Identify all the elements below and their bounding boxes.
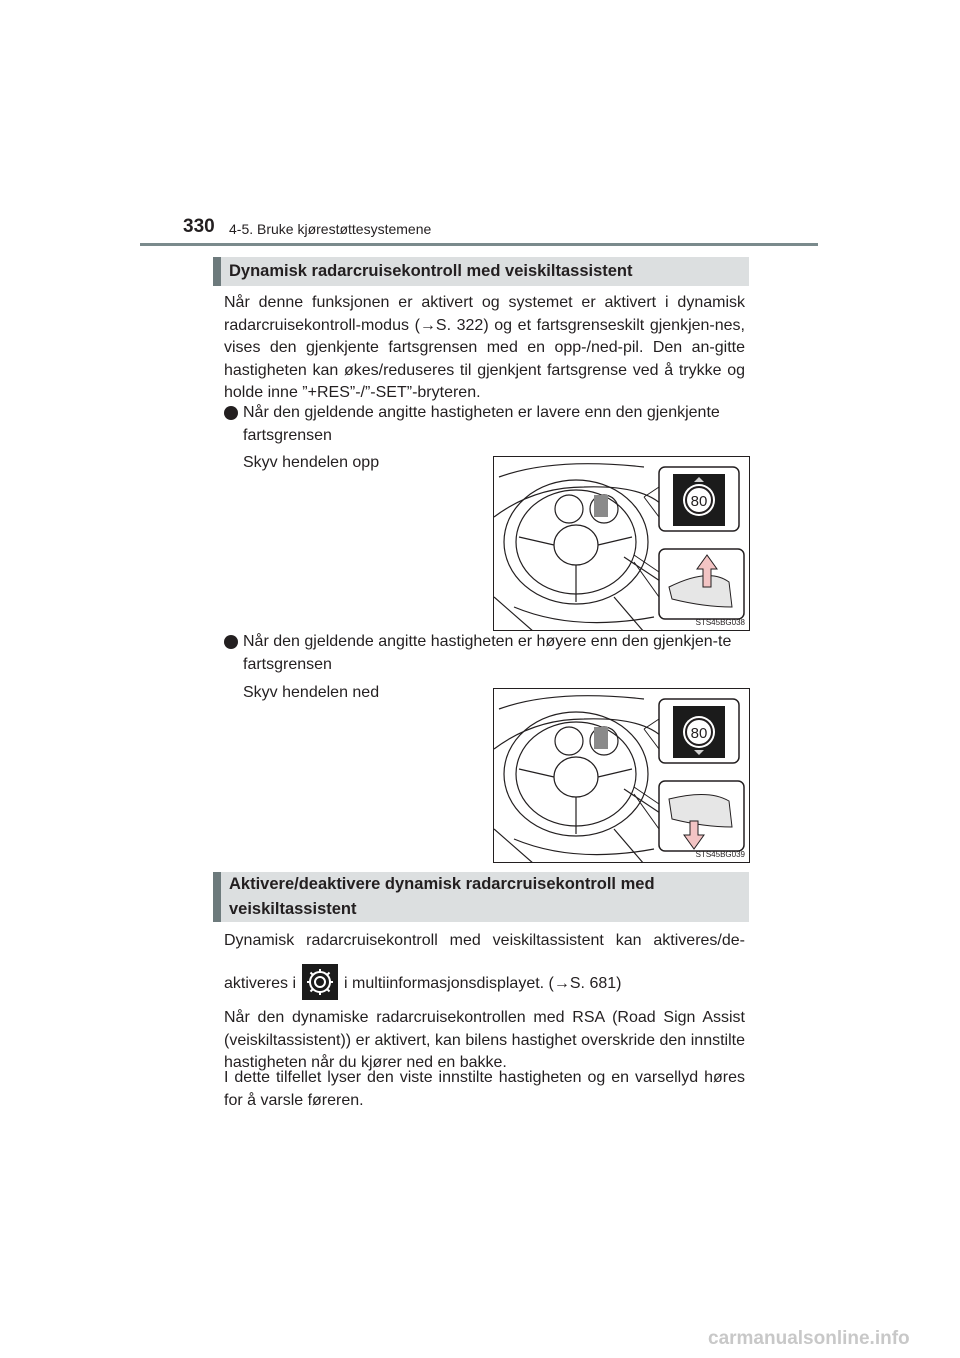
intro-paragraph: Når denne funksjonen er aktivert og systemet er aktivert i dynamisk radarcruisekontroll-modus (→S. 322) og et fartsgrenseskilt gjenkjen-nes, vises den gjenkjente fartsgrensen med en opp-/ned-pil. Den an-gitte hastigheten kan økes/reduseres til gjenkjent fartsgrense ved å trykke og holde inne ”+RES”-/”-SET”-bryteren. (224, 294, 745, 401)
activate-paragraph-line2 (224, 966, 621, 1002)
bullet-dot (224, 635, 238, 649)
section-heading-rsa: Dynamisk radarcruisekontroll med veiskiltassistent (213, 257, 749, 286)
activate-paragraph-line1: Dynamisk radarcruisekontroll med veiskiltassistent kan aktiveres/de- (224, 932, 745, 949)
figure-code: STS45BG039 (695, 850, 745, 859)
action-push-down: Skyv hendelen ned (243, 684, 380, 701)
action-push-up: Skyv hendelen opp (243, 454, 380, 471)
activate-suffix: i multiinformasjonsdisplayet. (→S. 681) (344, 975, 622, 993)
steering-wheel-illustration (494, 457, 750, 631)
figure-code: STS45BG038 (695, 618, 745, 627)
chapter-title: 4-5. Bruke kjørestøttesystemene (229, 221, 432, 237)
header-divider (140, 243, 818, 246)
figure-lever-up (493, 456, 750, 631)
page-number: 330 (183, 216, 215, 237)
steering-wheel-illustration (494, 689, 750, 863)
gear-icon (302, 964, 338, 1000)
bullet-lower-speed: Når den gjeldende angitte hastigheten er lavere enn den gjenkjente fartsgrensen (243, 404, 720, 444)
bullet-higher-speed: Når den gjeldende angitte hastigheten er høyere enn den gjenkjen-te fartsgrensen (243, 633, 732, 673)
watermark: carmanualsonline.info (708, 1328, 910, 1349)
section-heading-activate: Aktivere/deaktivere dynamisk radarcruisekontroll med veiskiltassistent (213, 872, 749, 922)
figure-lever-down (493, 688, 750, 863)
bullet-dot (224, 406, 238, 420)
warning-paragraph: I dette tilfellet lyser den viste innstilte hastigheten og en varsellyd høres for å varsle føreren. (224, 1069, 745, 1109)
rsa-paragraph: Når den dynamiske radarcruisekontrollen med RSA (Road Sign Assist (veiskiltassistent)) er aktivert, kan bilens hastighet overskride den innstilte hastigheten når du kjører ned en bakke. (224, 1009, 745, 1071)
activate-prefix: aktiveres i (224, 975, 297, 993)
speed-sign-label: 80 (690, 725, 708, 742)
speed-sign-label: 80 (690, 493, 708, 510)
